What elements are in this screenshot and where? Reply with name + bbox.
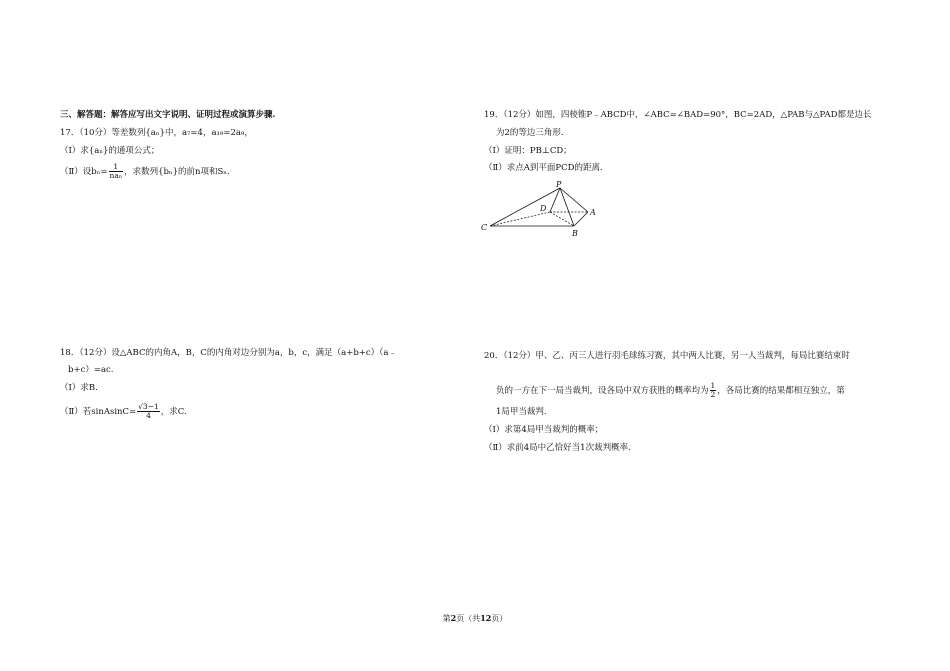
q18-fraction-denominator: 4 (146, 411, 151, 420)
q18-stem-line2: b+c）=ac. (68, 365, 114, 375)
q18-part2-prefix: （Ⅱ）若sinAsinC= (60, 407, 137, 417)
vertex-label-P: P (556, 180, 562, 189)
footer-middle: 页（共 (456, 614, 481, 623)
footer-suffix: 页） (491, 614, 508, 623)
pyramid-figure (478, 180, 603, 238)
q19-part1: （Ⅰ）证明：PB⊥CD； (484, 146, 572, 156)
q18-part1: （Ⅰ）求B. (60, 383, 98, 393)
q20-part2: （Ⅱ）求前4局中乙恰好当1次裁判概率. (484, 443, 631, 453)
vertex-label-B: B (572, 229, 578, 238)
q20-fraction (710, 382, 717, 399)
q19-stem-line2: 为2的等边三角形. (496, 128, 564, 138)
footer-total-pages: 12 (480, 613, 492, 623)
q18-fraction (137, 403, 160, 420)
q17-stem: 17．（10分）等差数列{aₙ}中，a₇=4，a₁₉=2a₉， (60, 128, 253, 138)
footer-prefix: 第 (442, 614, 451, 623)
footer-page-number: 2 (450, 613, 457, 623)
q17-part2-suffix: ，求数列{bₙ}的前n项和Sₙ. (124, 167, 230, 177)
q20-fraction-denominator: 2 (710, 390, 716, 399)
edge-CD-hidden (490, 212, 550, 226)
vertex-label-A: A (590, 208, 596, 217)
q20-line2-suffix: ，各局比赛的结果都相互独立，第 (717, 386, 845, 396)
q20-line2-prefix: 负的一方在下一局当裁判，设各局中双方获胜的概率均为 (496, 386, 709, 396)
q19-part2: （Ⅱ）求点A到平面PCD的距离. (484, 163, 603, 173)
q18-stem-line1: 18．（12分）设△ABC的内角A，B，C的内角对边分别为a，b，c，满足（a+b+c）（a﹣ (60, 348, 397, 358)
edge-PC (490, 188, 560, 226)
q19-stem-line1: 19．（12分）如图，四棱锥P﹣ABCD中，∠ABC=∠BAD=90°，BC=2AD，△PAB与△PAD都是边长 (484, 110, 872, 120)
q17-fraction-numerator: 1 (109, 163, 124, 172)
q20-stem-line2 (496, 382, 845, 399)
page-footer (0, 613, 950, 624)
q20-part1: （Ⅰ）求第4局甲当裁判的概率； (484, 425, 604, 435)
q20-fraction-numerator: 1 (710, 381, 716, 390)
vertex-label-D: D (540, 204, 547, 213)
edge-PD (550, 188, 560, 212)
edge-DB-hidden (550, 212, 574, 226)
q17-fraction (109, 163, 124, 180)
q20-stem-line1: 20．（12分）甲、乙、丙三人进行羽毛球练习赛，其中两人比赛，另一人当裁判，每局比赛结束时 (484, 351, 850, 361)
q17-part1: （Ⅰ）求{aₙ}的通项公式； (60, 146, 160, 156)
q17-part2 (60, 163, 230, 180)
q17-part2-prefix: （Ⅱ）设bₙ= (60, 167, 108, 177)
q20-stem-line3: 1局甲当裁判. (496, 407, 547, 417)
q18-part2-suffix: ，求C. (160, 407, 187, 417)
vertex-label-C: C (481, 223, 488, 232)
q18-part2 (60, 403, 187, 420)
q18-fraction-numerator: √3−1 (138, 402, 159, 411)
edge-BA (574, 212, 588, 226)
section-title: 三、解答题：解答应写出文字说明、证明过程或演算步骤. (60, 110, 276, 120)
q17-fraction-denominator: naₙ (109, 171, 123, 180)
